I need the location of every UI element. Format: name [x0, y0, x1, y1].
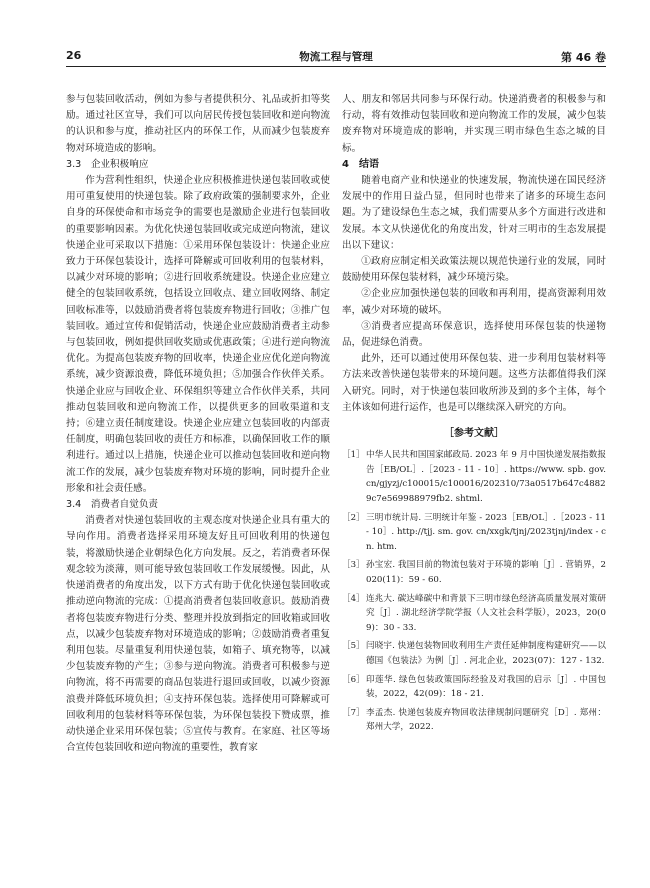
paragraph: ①政府应制定相关政策法规以规范快递行业的发展，同时鼓励使用环保包装材料，减少环境污染。 — [342, 256, 606, 284]
reference-item — [342, 558, 606, 587]
header-rule — [66, 66, 606, 67]
paragraph: ③消费者应提高环保意识，选择使用环保包装的快递物品，促进绿色消费。 — [342, 320, 606, 349]
reference-number: ［5］ — [342, 641, 365, 652]
section-heading: 3.4 消费者自觉负责 — [66, 499, 159, 511]
section-heading: 4 结语 — [342, 158, 379, 170]
reference-text: 三明市统计局. 三明统计年鉴 - 2023［EB/OL］.［2023 - 11 - 10］. http://tjj. sm. gov. cn/xxgk/tjnj/2023tjnj/index - cn. htm. — [366, 512, 606, 552]
reference-number: ［7］ — [342, 707, 365, 718]
paragraph: 消费者对快递包装回收的主观态度对快递企业具有重大的导向作用。消费者选择采用环境友好且可回收利用的快递包装，将激励快递企业朝绿色化方向发展。反之，若消费者环保观念较为淡薄，则可能导致包装回收工作发展缓慢。因此，从快递消费者的角度出发，以下方式有助于优化快递包装回收或推动逆向物流的完成：①提高消费者包装回收意识。鼓励消费者将包装废弃物进行分类、整理并投放到指定的回收箱或回收点，以减少包装废弃物对环境造成的影响；②鼓励消费者重复利用包装。尽量重复利用快递包装，如箱子、填充物等，以减少包装废弃物的产生；③参与逆向物流。消费者可积极参与逆向物流，将不再需要的商品包装进行退回或回收，以减少资源浪费并降低环境负担；④支持环保包装。选择使用可降解或可回收利用的包装材料等环保包装，为环保包装投下赞成票，推动快递企业采用环保包装；⑤宣传与教育。在家庭、社区等场合宣传包装回收和逆向物流的重要性，教育家 — [66, 515, 330, 754]
references-title: ［参考文献］ — [444, 428, 504, 440]
reference-number: ［4］ — [342, 593, 365, 604]
page-header — [66, 47, 606, 65]
left-column — [66, 92, 330, 756]
paragraph: 人、朋友和邻居共同参与环保行动。快递消费者的积极参与和行动，将有效推动包装回收和逆向物流工作的发展，减少包装废弃物对环境造成的影响，并实现三明市绿色生态之城的目标。 — [342, 94, 606, 154]
reference-number: ［1］ — [342, 450, 365, 461]
reference-item — [342, 673, 606, 702]
reference-item — [342, 592, 606, 636]
paragraph: 参与包装回收活动，例如为参与者提供积分、礼品或折扣等奖励。通过社区宣导，我们可以向居民传授包装回收和逆向物流的认识和参与度，推动社区内的环保工作，从而减少包装废弃物对环境造成的影响。 — [66, 94, 330, 154]
reference-text: 中华人民共和国国家邮政局. 2023 年 9 月中国快递发展指数报告［EB/OL］.［2023 - 11 - 10］. https://www. spb. gov. cn/gjyzj/c100015/c100016/202310/73a0517b647c48829c7e569988979fb2. shtml. — [366, 450, 606, 505]
reference-number: ［2］ — [342, 512, 365, 523]
reference-number: ［3］ — [342, 560, 365, 571]
reference-item — [342, 511, 606, 555]
paragraph: 此外，还可以通过使用环保包装、进一步利用包装材料等方法来改善快递包装带来的环境问题。这些方法都值得我们深入研究。同时，对于快递包装回收所涉及到的多个主体，每个主体该如何进行运作，也是可以继续深入研究的方向。 — [342, 353, 606, 413]
reference-text: 连兆大. 碳达峰碳中和背景下三明市绿色经济高质量发展对策研究［J］. 湖北经济学院学报（人文社会科学版），2023，20(09)：30 - 33. — [366, 593, 606, 633]
journal-title: 物流工程与管理 — [299, 51, 373, 63]
reference-number: ［6］ — [342, 674, 365, 685]
volume-label: 第 46 卷 — [561, 51, 606, 64]
reference-text: 闫晓宇. 快递包装物回收利用生产责任延伸制度构建研究——以德国《包装法》为例［J］. 河北企业，2023(07)：127 - 132. — [366, 641, 606, 666]
right-column — [342, 92, 606, 739]
paragraph: ②企业应加强快递包装的回收和再利用，提高资源利用效率，减少对环境的破坏。 — [342, 288, 606, 316]
paragraph: 作为营利性组织，快递企业应积极推进快递包装回收或使用可重复使用的快递包装。除了政府政策的强制要求外，企业自身的环保使命和市场竞争的需要也是激励企业进行包装回收的重要影响因素。为优化快递包装回收或完成逆向物流，建议快递企业可采取以下措施：①采用环保包装设计：快递企业应致力于环保包装设计，选择可降解或可回收利用的包装材料，以减少对环境的影响；②进行回收系统建设。快递企业应建立健全的包装回收系统，包括设立回收点、建立回收网络、制定回收标准等，以鼓励消费者将包装废弃物进行回收；③推广包装回收。通过宣传和促销活动，快递企业应鼓励消费者主动参与包装回收，例如提供回收奖励或优惠政策；④进行逆向物流优化。为提高包装废弃物的回收率，快递企业应优化逆向物流系统，减少资源浪费，降低环境负担；⑤加强合作伙伴关系。快递企业应与回收企业、环保组织等建立合作伙伴关系，共同推动包装回收和逆向物流工作，以提供更多的回收渠道和支持；⑥建立责任制度建设。快递企业应建立包装回收的内部责任制度，明确包装回收的责任方和标准，以确保回收工作的顺利进行。通过以上措施，快递企业可以推动包装回收和逆向物流工作的发展，减少包装废弃物对环境的影响，同时提升企业形象和社会责任感。 — [66, 175, 330, 494]
reference-text: 李孟杰. 快递包装废弃物回收法律规制问题研究［D］. 郑州：郑州大学，2022. — [366, 707, 606, 733]
paragraph: 随着电商产业和快递业的快速发展，物流快递在国民经济发展中的作用日益凸显，但同时也带来了诸多的环境生态问题。为了建设绿色生态之城，我们需要从多个方面进行改进和发展。本文从快递优化的角度出发，针对三明市的生态发展提出以下建议： — [342, 175, 606, 251]
section-heading: 3.3 企业积极响应 — [66, 158, 149, 170]
reference-list — [342, 448, 606, 735]
reference-item — [342, 706, 606, 735]
reference-text: 孙宝宏. 我国目前的物流包装对于环境的影响［J］. 营销界，2020(11)：59 - 60. — [366, 560, 606, 586]
reference-item — [342, 448, 606, 506]
reference-text: 印莲华. 绿色包装政策国际经验及对我国的启示［J］. 中国包装，2022，42(09)：18 - 21. — [366, 674, 606, 700]
reference-item — [342, 639, 606, 668]
page-number: 26 — [66, 49, 82, 62]
